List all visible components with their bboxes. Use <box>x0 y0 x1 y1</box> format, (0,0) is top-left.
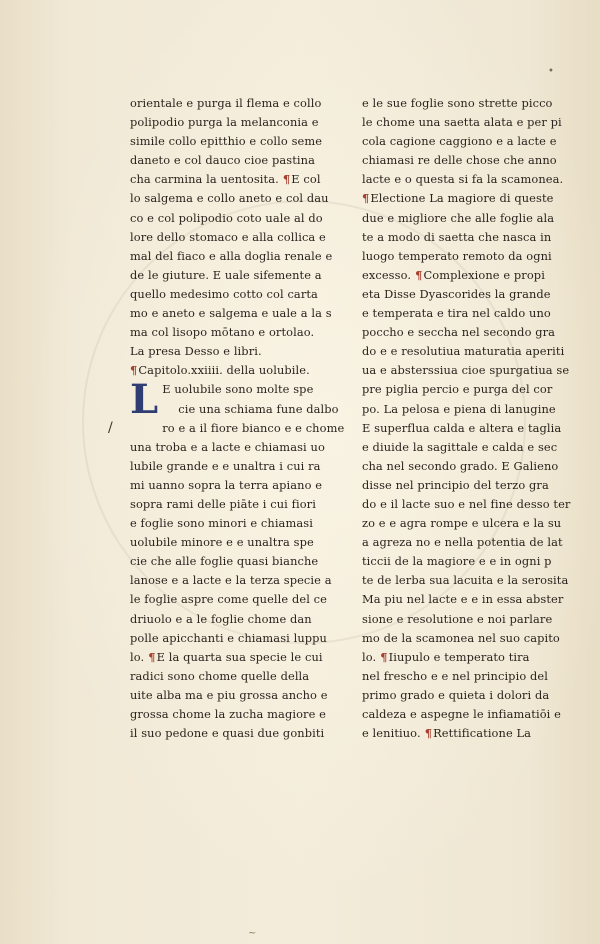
text-line <box>362 151 580 170</box>
margin-mark: / <box>108 420 113 436</box>
line-text: ticcii de la magiore e e in ogni p <box>362 554 552 569</box>
line-text: cie che alle foglie quasi bianche <box>130 554 319 569</box>
line-text: lore dello stomaco e alla collica e <box>130 229 326 244</box>
line-text: uite alba ma e piu grossa ancho e <box>130 687 328 702</box>
text-line <box>362 380 580 399</box>
line-text: e le sue foglie sono strette picco <box>362 96 553 110</box>
line-text: polle apicchanti e chiamasi luppu <box>130 630 327 645</box>
text-line <box>362 476 580 495</box>
text-line <box>362 648 580 667</box>
pilcrow-mark: ¶ <box>411 267 423 282</box>
text-line <box>130 648 348 667</box>
line-text: po. La pelosa e piena di lanugine <box>362 401 556 416</box>
text-line <box>130 228 348 247</box>
text-line <box>130 629 348 648</box>
line-text: cola cagione caggiono e a lacte e <box>362 134 557 149</box>
line-text: E la quarta sua specie le cui <box>156 649 323 664</box>
line-text: te de lerba sua lacuita e la serosita <box>362 573 569 588</box>
text-line <box>362 323 580 342</box>
line-text: ro e a il fiore bianco e e chome <box>162 420 345 435</box>
left-text-column <box>130 94 348 743</box>
line-text: mi uanno sopra la terra apiano e <box>130 477 323 492</box>
line-text: il suo pedone e quasi due gonbiti <box>130 726 325 741</box>
text-line <box>130 686 348 705</box>
text-line <box>130 323 348 342</box>
pilcrow-mark: ¶ <box>144 649 156 664</box>
text-line <box>162 419 348 438</box>
text-line <box>130 552 348 571</box>
text-line <box>130 132 348 151</box>
line-text: co e col polipodio coto uale al do <box>130 210 323 225</box>
line-text: e foglie sono minori e chiamasi <box>130 516 313 531</box>
text-line <box>130 266 348 285</box>
pilcrow-mark: ¶ <box>420 726 433 741</box>
text-line <box>362 610 580 629</box>
line-text: Complexione e propi <box>423 267 545 282</box>
line-text: do e e resolutiua maturatia aperiti <box>362 344 565 359</box>
line-text: chiamasi re delle chose che anno <box>362 153 557 168</box>
line-text: radici sono chome quelle della <box>130 668 310 683</box>
text-line <box>162 400 348 419</box>
text-line <box>130 285 348 304</box>
text-line <box>362 495 580 514</box>
text-line <box>362 304 580 323</box>
line-text: cha nel secondo grado. E Galieno <box>362 458 559 473</box>
line-text: lo salgema e collo aneto e col dau <box>130 191 329 206</box>
line-text: de le giuture. E uale sifemente a <box>130 267 322 282</box>
text-line <box>362 457 580 476</box>
text-line <box>130 533 348 552</box>
line-text: E superflua calda e altera e taglia <box>362 420 562 435</box>
text-line <box>130 571 348 590</box>
text-line <box>130 361 348 380</box>
pilcrow-mark: ¶ <box>130 363 138 378</box>
line-text: lo. <box>362 649 377 664</box>
text-line <box>362 342 580 361</box>
bottom-mark: ~ <box>248 928 257 939</box>
line-text: Ma piu nel lacte e e in essa abster <box>362 592 564 607</box>
text-line <box>362 533 580 552</box>
line-text: disse nel principio del terzo gra <box>362 477 549 492</box>
line-text: E uolubile sono molte spe <box>162 382 314 397</box>
text-line <box>362 438 580 457</box>
line-text: Iiupulo e temperato tira <box>388 649 530 664</box>
line-text: eta Disse Dyascorides la grande <box>362 286 551 301</box>
line-text: Rettificatione La <box>433 726 532 741</box>
line-text: Electione La magiore di queste <box>370 191 554 206</box>
line-text: poccho e seccha nel secondo gra <box>362 325 556 340</box>
text-line <box>130 457 348 476</box>
line-text: daneto e col dauco cioe pastina <box>130 153 315 168</box>
line-text: te a modo di saetta che nasca in <box>362 229 552 244</box>
line-text: driuolo e a le foglie chome dan <box>130 611 312 626</box>
line-text: lacte e o questa si fa la scamonea. <box>362 172 564 187</box>
text-line <box>130 705 348 724</box>
text-line <box>362 361 580 380</box>
text-line <box>130 189 348 208</box>
line-text: cha carmina la uentosita. <box>130 172 279 187</box>
line-text: e lenitiuo. <box>362 726 421 741</box>
line-text: a agreza no e nella potentia de lat <box>362 535 563 550</box>
text-line <box>130 667 348 686</box>
text-line <box>362 571 580 590</box>
pilcrow-mark: ¶ <box>376 649 388 664</box>
line-text: mo de la scamonea nel suo capito <box>362 630 560 645</box>
text-line <box>130 438 348 457</box>
text-line <box>362 705 580 724</box>
line-text: E col <box>291 172 321 187</box>
line-text: e diuide la sagittale e calda e sec <box>362 439 558 454</box>
line-text: orientale e purga il flema e collo <box>130 96 322 110</box>
line-text: due e migliore che alle foglie ala <box>362 210 555 225</box>
line-text: luogo temperato remoto da ogni <box>362 248 552 263</box>
line-text: sione e resolutione e noi parlare <box>362 611 553 626</box>
text-line <box>362 552 580 571</box>
text-line <box>362 667 580 686</box>
text-line <box>362 514 580 533</box>
text-line <box>130 610 348 629</box>
line-text: quello medesimo cotto col carta <box>130 286 318 301</box>
text-line <box>130 514 348 533</box>
text-line <box>362 209 580 228</box>
text-line <box>130 495 348 514</box>
line-text: caldeza e aspegne le infiamatiōi e <box>362 707 561 721</box>
text-line <box>130 94 348 113</box>
line-text: grossa chome la zucha magiore e <box>130 707 326 721</box>
line-text: mal del fiaco e alla doglia renale e <box>130 248 333 263</box>
pilcrow-mark: ¶ <box>278 172 291 187</box>
line-text: excesso. <box>362 267 412 282</box>
folio-mark: • <box>548 66 554 77</box>
line-text: simile collo epitthio e collo seme <box>130 134 323 149</box>
line-text: ua e absterssiua cioe spurgatiua se <box>362 363 570 378</box>
text-line <box>362 590 580 609</box>
line-text: lo. <box>130 649 145 664</box>
text-line <box>362 247 580 266</box>
line-text: do e il lacte suo e nel fine desso ter <box>362 496 571 511</box>
text-line <box>130 590 348 609</box>
line-text: zo e e agra rompe e ulcera e la su <box>362 516 562 531</box>
line-text: cie una schiama fune dalbo <box>178 401 339 416</box>
text-line <box>362 94 580 113</box>
pilcrow-mark: ¶ <box>362 191 370 206</box>
text-line <box>362 113 580 132</box>
line-text: ma col lisopo mōtano e ortolao. <box>130 325 315 340</box>
text-line <box>130 304 348 323</box>
line-text: e temperata e tira nel caldo uno <box>362 306 551 321</box>
text-line <box>130 209 348 228</box>
text-line <box>362 724 580 743</box>
line-text: le foglie aspre come quelle del ce <box>130 592 327 607</box>
line-text: sopra rami delle piāte i cui fiori <box>130 496 316 511</box>
line-text: lanose e a lacte e la terza specie a <box>130 573 332 588</box>
text-line <box>130 724 348 743</box>
text-line <box>362 419 580 438</box>
text-line <box>362 228 580 247</box>
text-line <box>130 113 348 132</box>
text-line <box>362 400 580 419</box>
line-text: lubile grande e e unaltra i cui ra <box>130 458 321 473</box>
decorated-initial: L <box>130 376 159 424</box>
line-text: mo e aneto e salgema e uale a la s <box>130 306 332 321</box>
line-text: le chome una saetta alata e per pi <box>362 115 562 130</box>
right-text-column <box>362 94 580 743</box>
line-text: La presa Desso e libri. <box>130 344 262 359</box>
text-line <box>130 170 348 189</box>
text-line <box>130 247 348 266</box>
line-text: uolubile minore e e unaltra spe <box>130 535 314 550</box>
line-text: pre piglia percio e purga del cor <box>362 382 553 397</box>
text-line <box>130 151 348 170</box>
line-text: una troba e a lacte e chiamasi uo <box>130 439 325 454</box>
text-line <box>130 342 348 361</box>
text-line <box>362 170 580 189</box>
text-line <box>362 189 580 208</box>
line-text: Capitolo.xxiiii. della uolubile. <box>138 363 310 378</box>
text-line <box>362 285 580 304</box>
text-line <box>130 476 348 495</box>
line-text: nel frescho e e nel principio del <box>362 668 548 683</box>
text-line <box>362 266 580 285</box>
text-line <box>362 629 580 648</box>
line-text: primo grado e quieta i dolori da <box>362 687 550 702</box>
text-line <box>362 132 580 151</box>
text-line <box>362 686 580 705</box>
line-text: polipodio purga la melanconia e <box>130 115 319 130</box>
